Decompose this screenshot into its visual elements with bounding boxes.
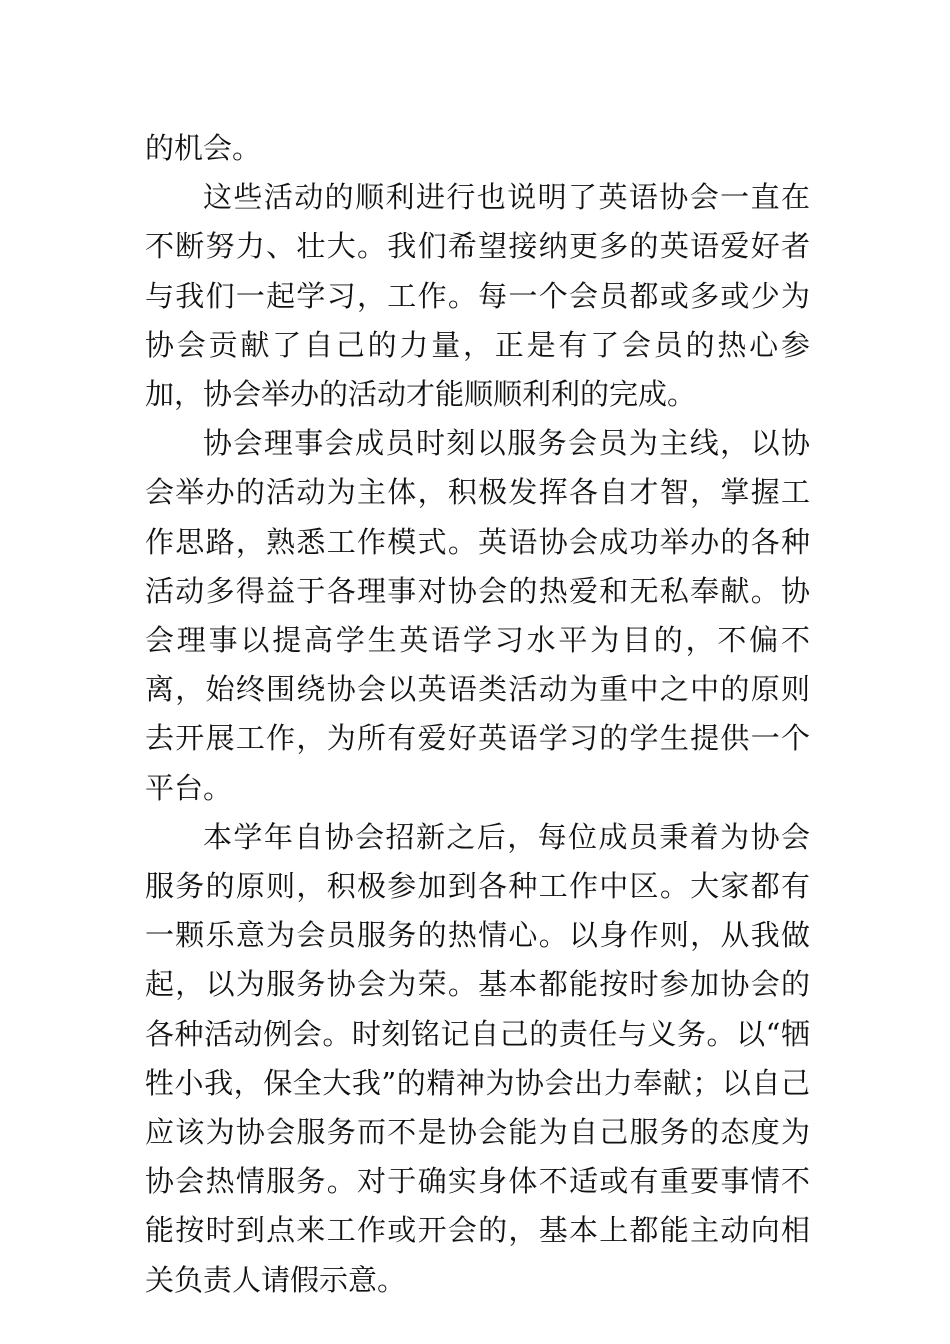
document-body <box>145 124 810 1305</box>
paragraph-activities: 这些活动的顺利进行也说明了英语协会一直在不断努力、壮大。我们希望接纳更多的英语爱好者与我们一起学习，工作。每一个会员都或多或少为协会贡献了自己的力量，正是有了会员的热心参加，协会举办的活动才能顺顺利利的完成。 <box>145 180 810 412</box>
paragraph-council: 协会理事会成员时刻以服务会员为主线，以协会举办的活动为主体，积极发挥各自才智，掌握工作思路，熟悉工作模式。英语协会成功举办的各种活动多得益于各理事对协会的热爱和无私奉献。协会理事以提高学生英语学习水平为目的，不偏不离，始终围绕协会以英语类活动为重中之中的原则去开展工作，为所有爱好英语学习的学生提供一个平台。 <box>145 426 810 805</box>
paragraph-continuation: 的机会。 <box>145 131 262 165</box>
paragraph-members: 本学年自协会招新之后，每位成员秉着为协会服务的原则，积极参加到各种工作中区。大家都有一颗乐意为会员服务的热情心。以身作则，从我做起，以为服务协会为荣。基本都能按时参加协会的各种活动例会。时刻铭记自己的责任与义务。以“牺牲小我，保全大我”的精神为协会出力奉献；以自己应该为协会服务而不是协会能为自己服务的态度为协会热情服务。对于确实身体不适或有重要事情不能按时到点来工作或开会的，基本上都能主动向相关负责人请假示意。 <box>145 819 810 1297</box>
